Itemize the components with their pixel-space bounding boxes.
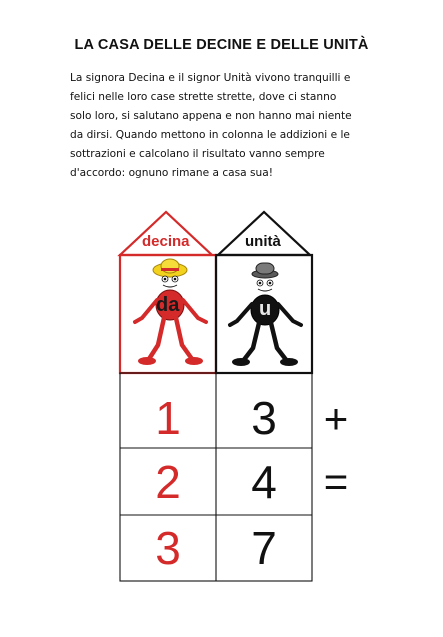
units-character-letters: u	[259, 298, 272, 320]
equals-operator: =	[323, 458, 349, 505]
paragraph-line: felici nelle loro case strette strette, dove ci stanno	[70, 91, 337, 103]
paragraph-line: sottrazioni e calcolano il risultato vanno sempre	[70, 148, 325, 160]
paragraph-line: solo loro, si salutano appena e non hanno mai niente	[70, 110, 352, 122]
page-title: LA CASA DELLE DECINE E DELLE UNITÀ	[74, 37, 369, 53]
tens-digit: 3	[155, 522, 181, 574]
tens-character-letters: da	[156, 294, 180, 316]
units-house-label: unità	[245, 233, 281, 250]
units-digit: 3	[251, 392, 277, 444]
tens-digit: 2	[155, 456, 181, 508]
units-digit: 7	[251, 522, 277, 574]
plus-operator: +	[323, 395, 349, 442]
tens-house-label: decina	[142, 233, 190, 250]
units-digit: 4	[251, 456, 277, 508]
paragraph-line: d'accordo: ognuno rimane a casa sua!	[70, 167, 274, 179]
paragraph-line: da dirsi. Quando mettono in colonna le addizioni e le	[70, 129, 350, 141]
tens-digit: 1	[155, 392, 181, 444]
paragraph-line: La signora Decina e il signor Unità vivono tranquilli e	[70, 72, 351, 84]
